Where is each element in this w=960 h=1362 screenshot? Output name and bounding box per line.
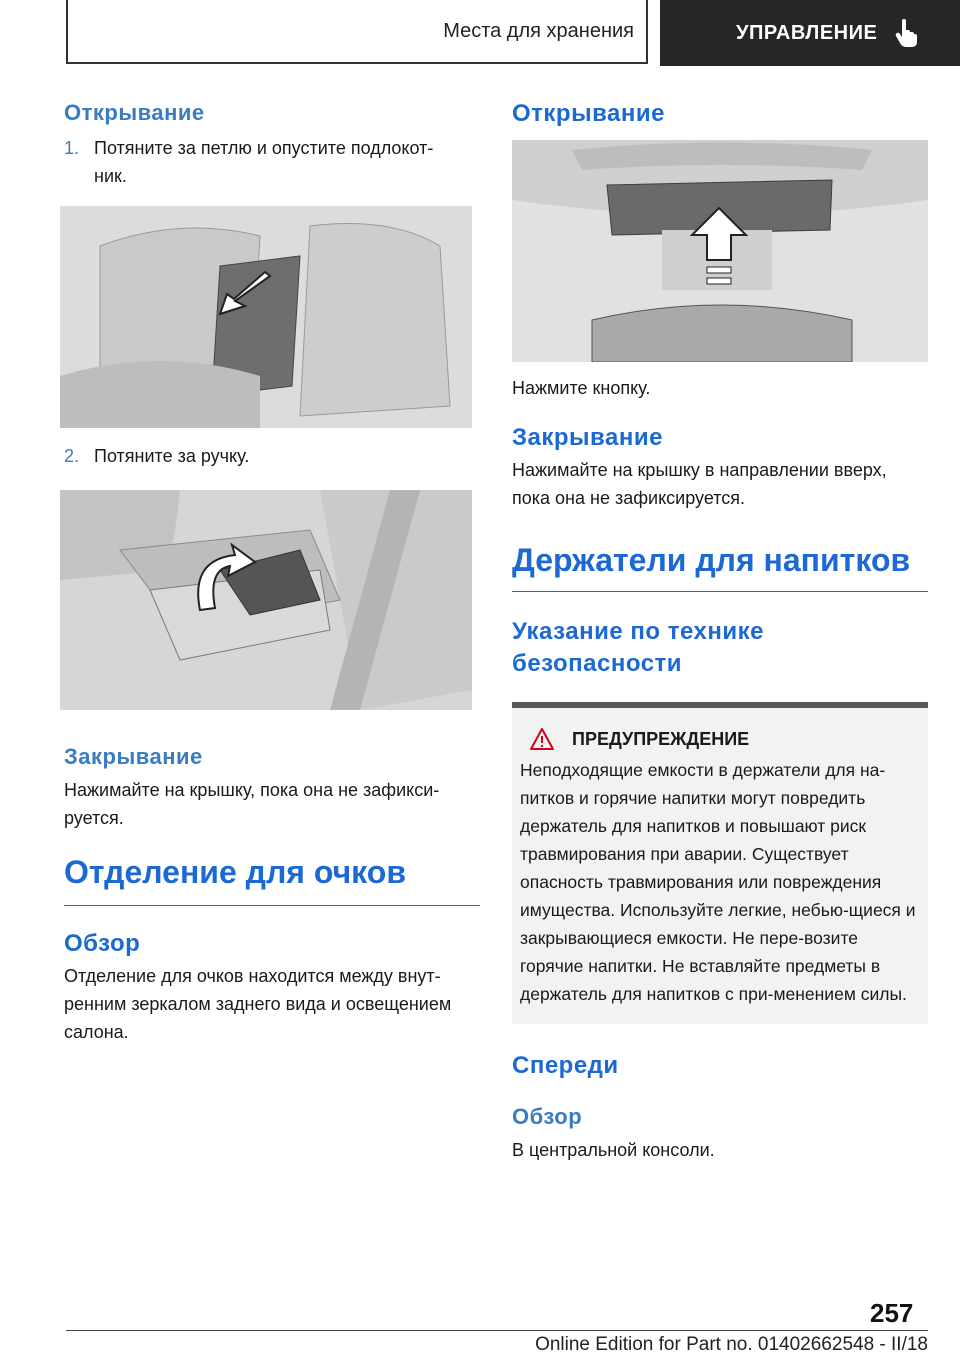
step-1 <box>64 134 480 190</box>
pointing-hand-icon <box>895 19 917 47</box>
step-2-number: 2. <box>64 446 80 466</box>
right-column <box>512 100 928 1164</box>
cup-holders-title: Держатели для напитков <box>512 542 928 592</box>
front-overview-text: В центральной консоли. <box>512 1140 715 1160</box>
left-open-heading: Открывание <box>64 100 205 125</box>
glasses-compartment-title: Отделение для очков <box>64 854 480 906</box>
footer-divider <box>66 1330 928 1331</box>
left-close-text: Нажимайте на крышку, пока она не зафикси‐руется. <box>64 780 440 828</box>
front-heading: Спереди <box>512 1052 619 1079</box>
front-overview-heading: Обзор <box>512 1104 583 1129</box>
warning-header <box>530 728 918 750</box>
right-open-heading: Открывание <box>512 100 665 127</box>
section-tab[interactable] <box>66 0 648 64</box>
armrest-loop-illustration <box>60 206 472 428</box>
chapter-tab-label: УПРАВЛЕНИЕ <box>736 21 878 44</box>
edition-text: Online Edition for Part no. 01402662548 - II/18 <box>535 1334 928 1355</box>
step-1-number: 1. <box>64 138 80 158</box>
section-tab-label: Места для хранения <box>443 19 634 42</box>
step-1-text: Потяните за петлю и опустите подлокот‐ник. <box>94 138 434 186</box>
right-close-text: Нажимайте на крышку в направлении вверх, пока она не зафиксируется. <box>512 460 887 508</box>
warning-triangle-icon <box>530 728 554 750</box>
step-2 <box>64 442 480 470</box>
step-2-text: Потяните за ручку. <box>94 446 250 466</box>
chapter-tab[interactable] <box>660 0 960 66</box>
left-column <box>64 100 480 1046</box>
right-close-heading: Закрывание <box>512 424 663 451</box>
warning-box <box>512 702 928 1024</box>
left-overview-heading: Обзор <box>64 930 141 957</box>
glasses-compartment-illustration <box>512 140 928 362</box>
warning-text: Неподходящие емкости в держатели для на‐питков и горячие напитки могут повредить держатель для напитков и повышают риск травмирования при аварии. Существует опасность травмирования или повреждения имущества. Используйте легкие, небью‐щиеся и закрывающиеся емкости. Не пере‐возите горячие напитки. Не вставляйте предметы в держатель для напитков с при‐менением силы. <box>520 760 916 1004</box>
left-overview-text: Отделение для очков находится между внут‐ренним зеркалом заднего вида и освещением салона. <box>64 966 452 1042</box>
page-header <box>0 0 960 66</box>
press-button-text: Нажмите кнопку. <box>512 378 651 398</box>
armrest-handle-illustration <box>60 490 472 710</box>
warning-title: ПРЕДУПРЕЖДЕНИЕ <box>572 728 750 749</box>
page-number: 257 <box>870 1298 914 1328</box>
left-close-heading: Закрывание <box>64 744 203 769</box>
safety-heading: Указание по технике безопасности <box>512 618 764 677</box>
